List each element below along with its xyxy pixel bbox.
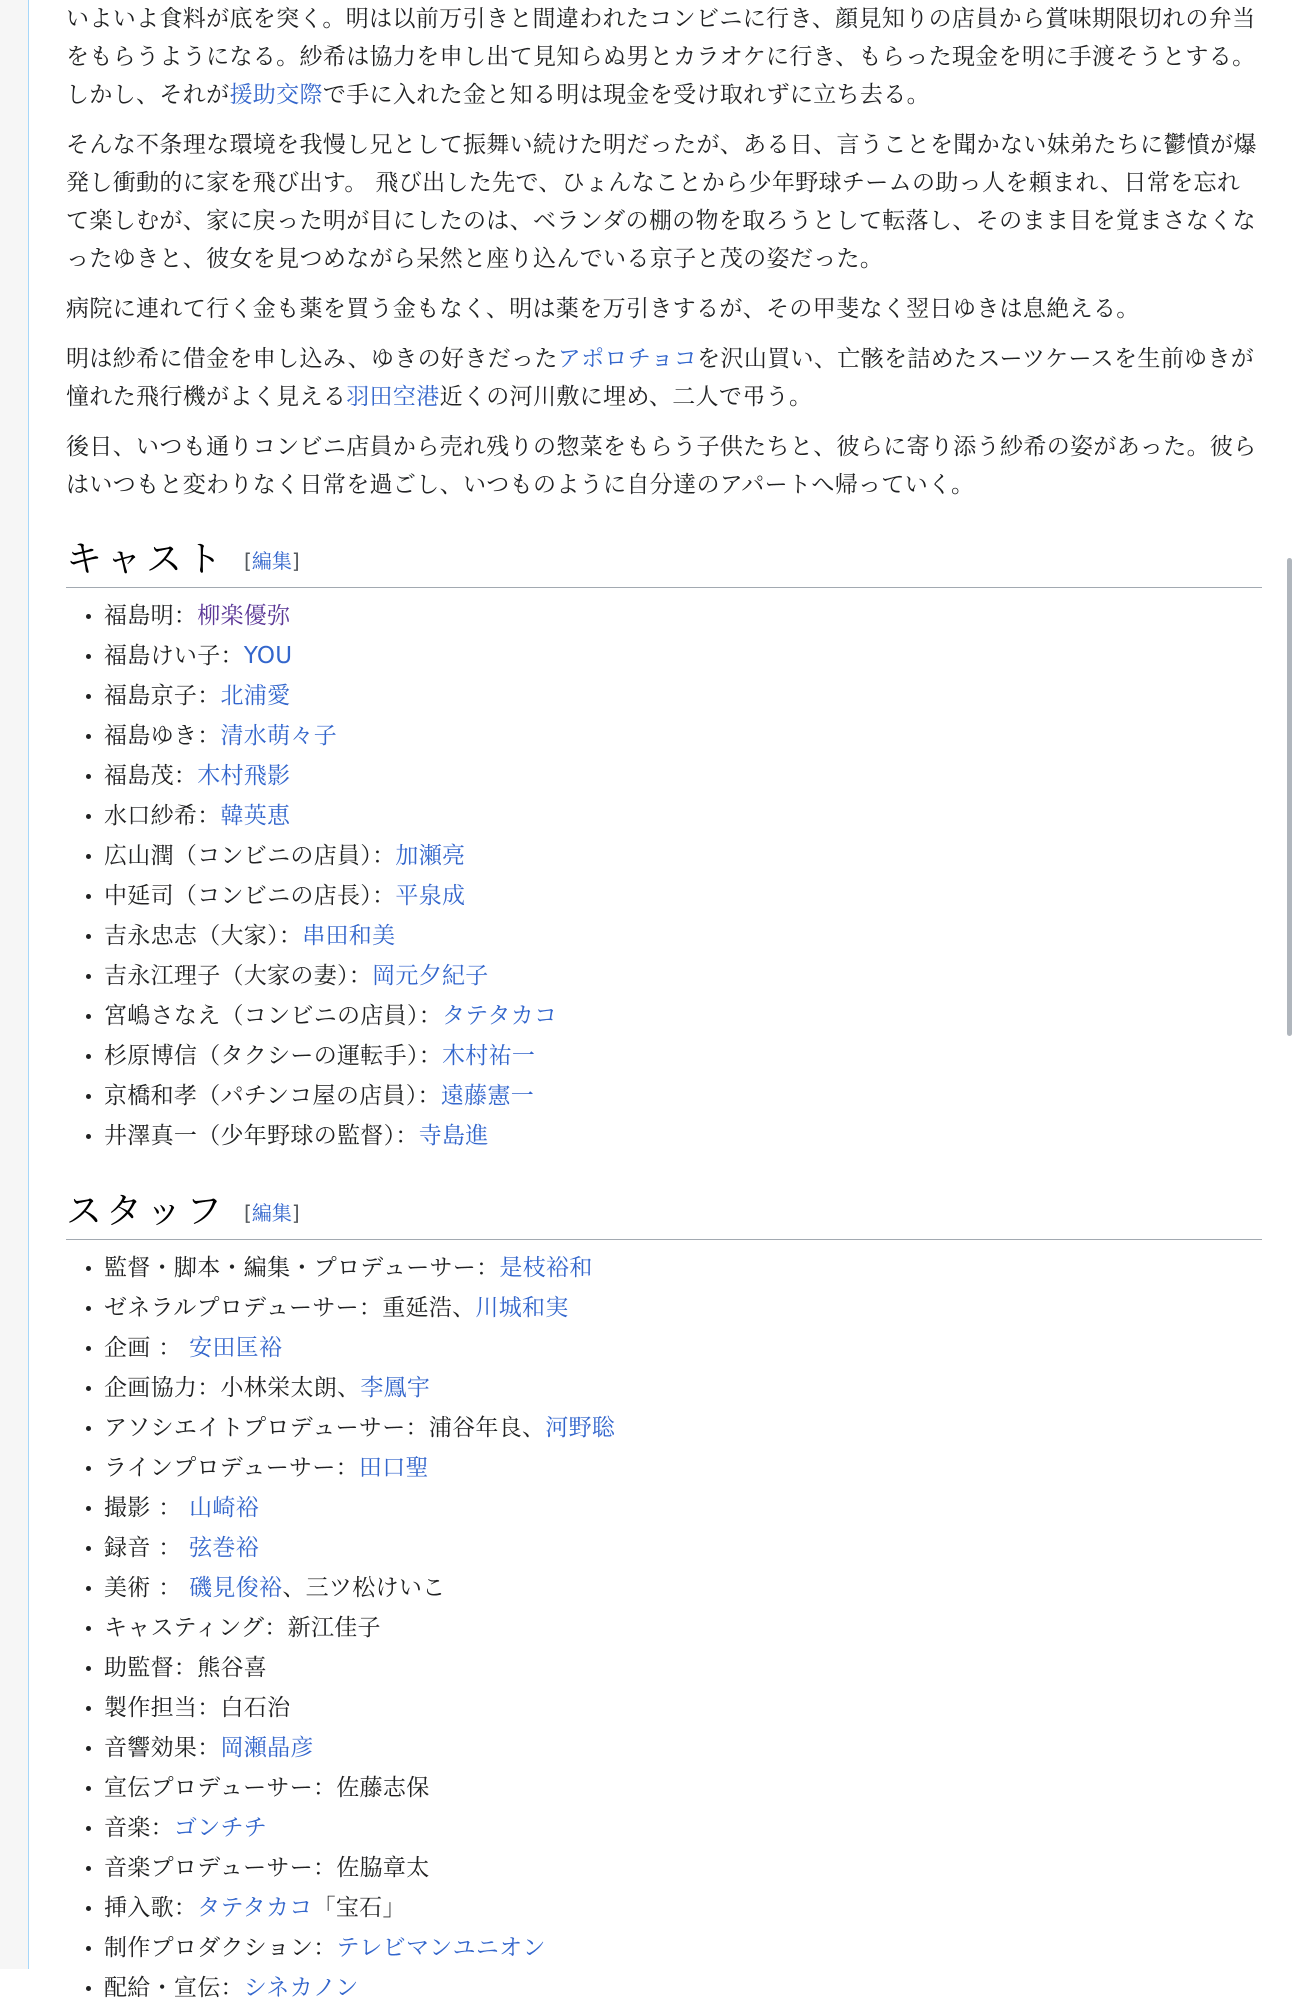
list-item (76, 1648, 1262, 1688)
wiki-link[interactable]: シネカノン (243, 1975, 359, 2001)
text-segment: アソシエイトプロデューサー：浦谷年良、 (104, 1415, 546, 1441)
text-segment: 吉永忠志（大家）： (104, 923, 303, 949)
list-item (76, 1888, 1262, 1928)
list-item (76, 1728, 1262, 1768)
list-item (76, 1808, 1262, 1848)
list-item (76, 1076, 1262, 1116)
text-segment: ゼネラルプロデューサー：重延浩、 (104, 1295, 476, 1321)
wiki-link[interactable]: 北浦愛 (220, 683, 291, 709)
wiki-link[interactable]: 串田和美 (302, 923, 396, 949)
wiki-link[interactable]: 弦巻裕 (189, 1535, 260, 1561)
text-segment: 撮影 ： (104, 1495, 190, 1521)
list-item (76, 676, 1262, 716)
text-segment: 音楽プロデューサー：佐脇章太 (104, 1855, 430, 1881)
wiki-link[interactable]: YOU (243, 643, 293, 669)
scrollbar-thumb[interactable] (1287, 558, 1292, 1036)
edit-section-link[interactable]: 編集 (251, 549, 292, 573)
wiki-link[interactable]: 是枝裕和 (499, 1255, 593, 1281)
wiki-link[interactable]: 援助交際 (229, 82, 323, 108)
wiki-link[interactable]: 平泉成 (395, 883, 466, 909)
wiki-link[interactable]: 羽田空港 (346, 384, 440, 410)
list-item (76, 1768, 1262, 1808)
wiki-link[interactable]: 岡元夕紀子 (372, 963, 489, 989)
list-item (76, 716, 1262, 756)
text-segment: キャスティング：新江佳子 (104, 1615, 381, 1641)
wiki-link[interactable]: 木村飛影 (197, 763, 291, 789)
section-heading (66, 536, 1262, 588)
plot-paragraph (66, 340, 1262, 416)
section-heading (66, 1188, 1262, 1240)
text-segment: 録音 ： (104, 1535, 190, 1561)
list-item (76, 1368, 1262, 1408)
list-item (76, 1528, 1262, 1568)
section-title: キャスト (66, 539, 227, 580)
text-segment: 後日、いつも通りコンビニ店員から売れ残りの惣菜をもらう子供たちと、彼らに寄り添う紗希の姿があった。彼らはいつもと変わりなく日常を過ごし、いつものように自分達のアパートへ帰っていく。 (66, 434, 1257, 498)
text-segment: 、三ツ松けいこ (282, 1575, 446, 1601)
plot-paragraphs (66, 0, 1262, 504)
list-item (76, 836, 1262, 876)
wiki-link[interactable]: 柳楽優弥 (197, 603, 291, 629)
text-segment: 助監督：熊谷喜 (104, 1655, 268, 1681)
bracket-close: ] (291, 1201, 300, 1225)
wiki-link[interactable]: ゴンチチ (173, 1815, 268, 1841)
text-segment: 美術 ： (104, 1575, 190, 1601)
edit-section-link[interactable]: 編集 (251, 1201, 292, 1225)
edit-section-control (244, 549, 300, 573)
wiki-link[interactable]: 山崎裕 (189, 1495, 260, 1521)
text-segment: 水口紗希： (104, 803, 221, 829)
wiki-link[interactable]: 河野聡 (545, 1415, 616, 1441)
text-segment: そんな不条理な環境を我慢し兄として振舞い続けた明だったが、ある日、言うことを聞かない妹弟たちに鬱憤が爆発し衝動的に家を飛び出す。 飛び出した先で、ひょんなことから少年野球チームの助っ人を頼まれ、日常を忘れて楽しむが、家に戻った明が目にしたのは、ベランダの棚の物を取ろうとして転落し、そのまま目を覚まさなくなったゆきと、彼女を見つめながら呆然と座り込んでいる京子と茂の姿だった。 (66, 132, 1257, 272)
text-segment: 企画協力：小林栄太朗、 (104, 1375, 361, 1401)
text-segment: 配給・宣伝： (104, 1975, 244, 2001)
text-segment: 京橋和孝（パチンコ屋の店員）： (104, 1083, 441, 1109)
wiki-link[interactable]: 清水萌々子 (220, 723, 337, 749)
wiki-link[interactable]: タテタカコ (442, 1003, 558, 1029)
list-item (76, 1408, 1262, 1448)
wiki-link[interactable]: 李鳳宇 (360, 1375, 431, 1401)
text-segment: 挿入歌： (104, 1895, 198, 1921)
text-segment: 近くの河川敷に埋め、二人で弔う。 (439, 384, 813, 410)
wiki-link[interactable]: アポロチョコ (557, 346, 698, 372)
wiki-link[interactable]: 寺島進 (418, 1123, 489, 1149)
list-item (76, 1568, 1262, 1608)
left-sidebar-rail (0, 0, 29, 1969)
plot-paragraph (66, 428, 1262, 504)
text-segment: を沢山買い、亡骸を詰めたスーツケースを生前ゆきが憧れた飛行機がよく見える (66, 346, 1255, 410)
text-segment: 企画 ： (104, 1335, 190, 1361)
text-segment: 杉原博信（タクシーの運転手）： (104, 1043, 442, 1069)
text-segment: 監督・脚本・編集・プロデューサー： (104, 1255, 500, 1281)
list-item (76, 1488, 1262, 1528)
wiki-link[interactable]: 岡瀬晶彦 (220, 1735, 314, 1761)
text-segment: 井澤真一（少年野球の監督）： (104, 1123, 419, 1149)
list-item (76, 1288, 1262, 1328)
list-item (76, 756, 1262, 796)
list-item (76, 1688, 1262, 1728)
wiki-link[interactable]: 遠藤憲一 (440, 1083, 535, 1109)
article-sections (66, 536, 1262, 2008)
wiki-link[interactable]: 磯見俊裕 (189, 1575, 283, 1601)
text-segment: 製作担当：白石治 (104, 1695, 291, 1721)
list-item (76, 1036, 1262, 1076)
list-item (76, 916, 1262, 956)
wiki-link[interactable]: 安田匡裕 (189, 1335, 283, 1361)
text-segment: いよいよ食料が底を突く。明は以前万引きと間違われたコンビニに行き、顔見知りの店員から賞味期限切れの弁当をもらうようになる。紗希は協力を申し出て見知らぬ男とカラオケに行き、もらった現金を明に手渡そうとする。しかし、それが (66, 6, 1256, 108)
edit-section-control (244, 1201, 300, 1225)
list-item (76, 876, 1262, 916)
list-item (76, 1248, 1262, 1288)
text-segment: 宮嶋さなえ（コンビニの店員）： (104, 1003, 442, 1029)
text-segment: 「宝石」 (312, 1895, 406, 1921)
text-segment: ラインプロデューサー： (104, 1455, 359, 1481)
text-segment: 中延司（コンビニの店長）： (104, 883, 396, 909)
list-item (76, 1928, 1262, 1968)
wiki-link[interactable]: 田口聖 (358, 1455, 429, 1481)
list-item (76, 1448, 1262, 1488)
plot-paragraph (66, 126, 1262, 278)
list-item (76, 1328, 1262, 1368)
list-item (76, 1608, 1262, 1648)
wiki-link[interactable]: 木村祐一 (442, 1043, 536, 1069)
wiki-link[interactable]: 加瀬亮 (395, 843, 466, 869)
wiki-link[interactable]: 韓英恵 (220, 803, 291, 829)
list-item (76, 1968, 1262, 2008)
wiki-link[interactable]: 川城和実 (475, 1295, 569, 1321)
list-item (76, 596, 1262, 636)
text-segment: 福島京子： (104, 683, 221, 709)
text-segment: 吉永江理子（大家の妻）： (104, 963, 373, 989)
text-segment: 福島明： (104, 603, 198, 629)
text-segment: 福島けい子： (104, 643, 244, 669)
list-item (76, 1116, 1262, 1156)
text-segment: 音響効果： (104, 1735, 221, 1761)
bracket-open: [ (244, 1201, 252, 1225)
text-segment: 宣伝プロデューサー：佐藤志保 (104, 1775, 430, 1801)
section-list (66, 1248, 1262, 2008)
bracket-open: [ (244, 549, 252, 573)
text-segment: で手に入れた金と知る明は現金を受け取れずに立ち去る。 (322, 82, 930, 108)
article-content (66, 0, 1262, 2008)
text-segment: 広山潤（コンビニの店員）： (104, 843, 396, 869)
plot-paragraph (66, 0, 1262, 114)
plot-paragraph (66, 290, 1262, 328)
text-segment: 明は紗希に借金を申し込み、ゆきの好きだった (66, 346, 558, 372)
text-segment: 福島ゆき： (104, 723, 221, 749)
list-item (76, 956, 1262, 996)
list-item (76, 996, 1262, 1036)
list-item (76, 636, 1262, 676)
wiki-link[interactable]: テレビマンユニオン (336, 1935, 546, 1961)
bracket-close: ] (291, 549, 300, 573)
text-segment: 病院に連れて行く金も薬を買う金もなく、明は薬を万引きするが、その甲斐なく翌日ゆきは息絶える。 (66, 296, 1140, 322)
wiki-link[interactable]: タテタカコ (197, 1895, 313, 1921)
text-segment: 福島茂： (104, 763, 198, 789)
list-item (76, 1848, 1262, 1888)
section-list (66, 596, 1262, 1156)
text-segment: 音楽： (104, 1815, 174, 1841)
section-title: スタッフ (66, 1191, 227, 1232)
text-segment: 制作プロダクション： (104, 1935, 337, 1961)
list-item (76, 796, 1262, 836)
